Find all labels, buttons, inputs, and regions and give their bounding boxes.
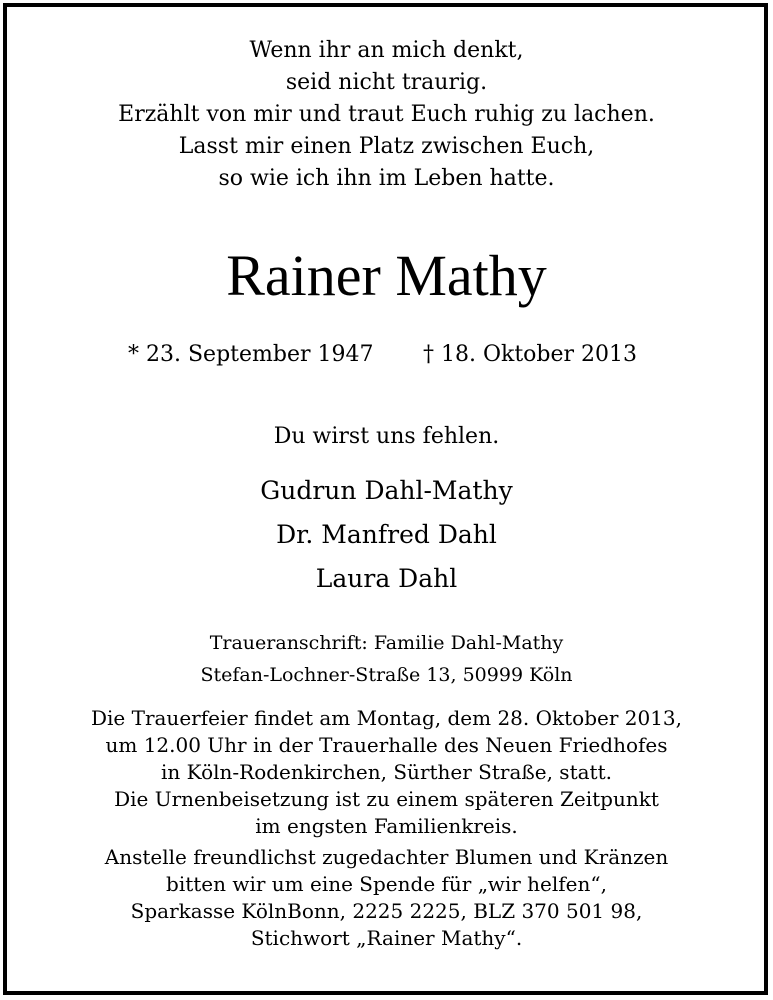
ceremony-line: im engsten Familienkreis. [255,814,518,838]
ceremony-line: um 12.00 Uhr in der Trauerhalle des Neuen Friedhofes [105,733,668,757]
ceremony-line: Anstelle freundlichst zugedachter Blumen und Kränzen [104,845,669,869]
address-line: Stefan-Lochner-Straße 13, 50999 Köln [200,664,573,686]
poem-line: Erzählt von mir und traut Euch ruhig zu lachen. [118,102,655,127]
poem-line: Wenn ihr an mich denkt, [249,38,524,63]
ceremony-line: Die Trauerfeier findet am Montag, dem 28. Oktober 2013, [90,706,683,730]
deceased-name: Rainer Mathy [226,243,547,308]
family-member: Dr. Manfred Dahl [276,520,497,549]
ceremony-line: in Köln-Rodenkirchen, Sürther Straße, statt. [161,760,612,784]
family-member: Gudrun Dahl-Mathy [260,476,513,505]
poem-line: seid nicht traurig. [285,70,488,95]
death-date: † 18. Oktober 2013 [423,342,638,367]
ceremony-line: Stichwort „Rainer Mathy“. [250,926,523,950]
farewell-text: Du wirst uns fehlen. [273,424,500,449]
family-member: Laura Dahl [315,564,458,593]
poem-line: so wie ich ihn im Leben hatte. [218,166,555,191]
ceremony-line: bitten wir um eine Spende für „wir helfen“, [166,872,607,896]
birth-date: * 23. September 1947 [128,342,374,367]
ceremony-line: Sparkasse KölnBonn, 2225 2225, BLZ 370 501 98, [130,899,643,923]
address-line: Traueranschrift: Familie Dahl-Mathy [209,632,564,654]
poem-line: Lasst mir einen Platz zwischen Euch, [178,134,595,159]
ceremony-line: Die Urnenbeisetzung ist zu einem späteren Zeitpunkt [114,787,659,811]
